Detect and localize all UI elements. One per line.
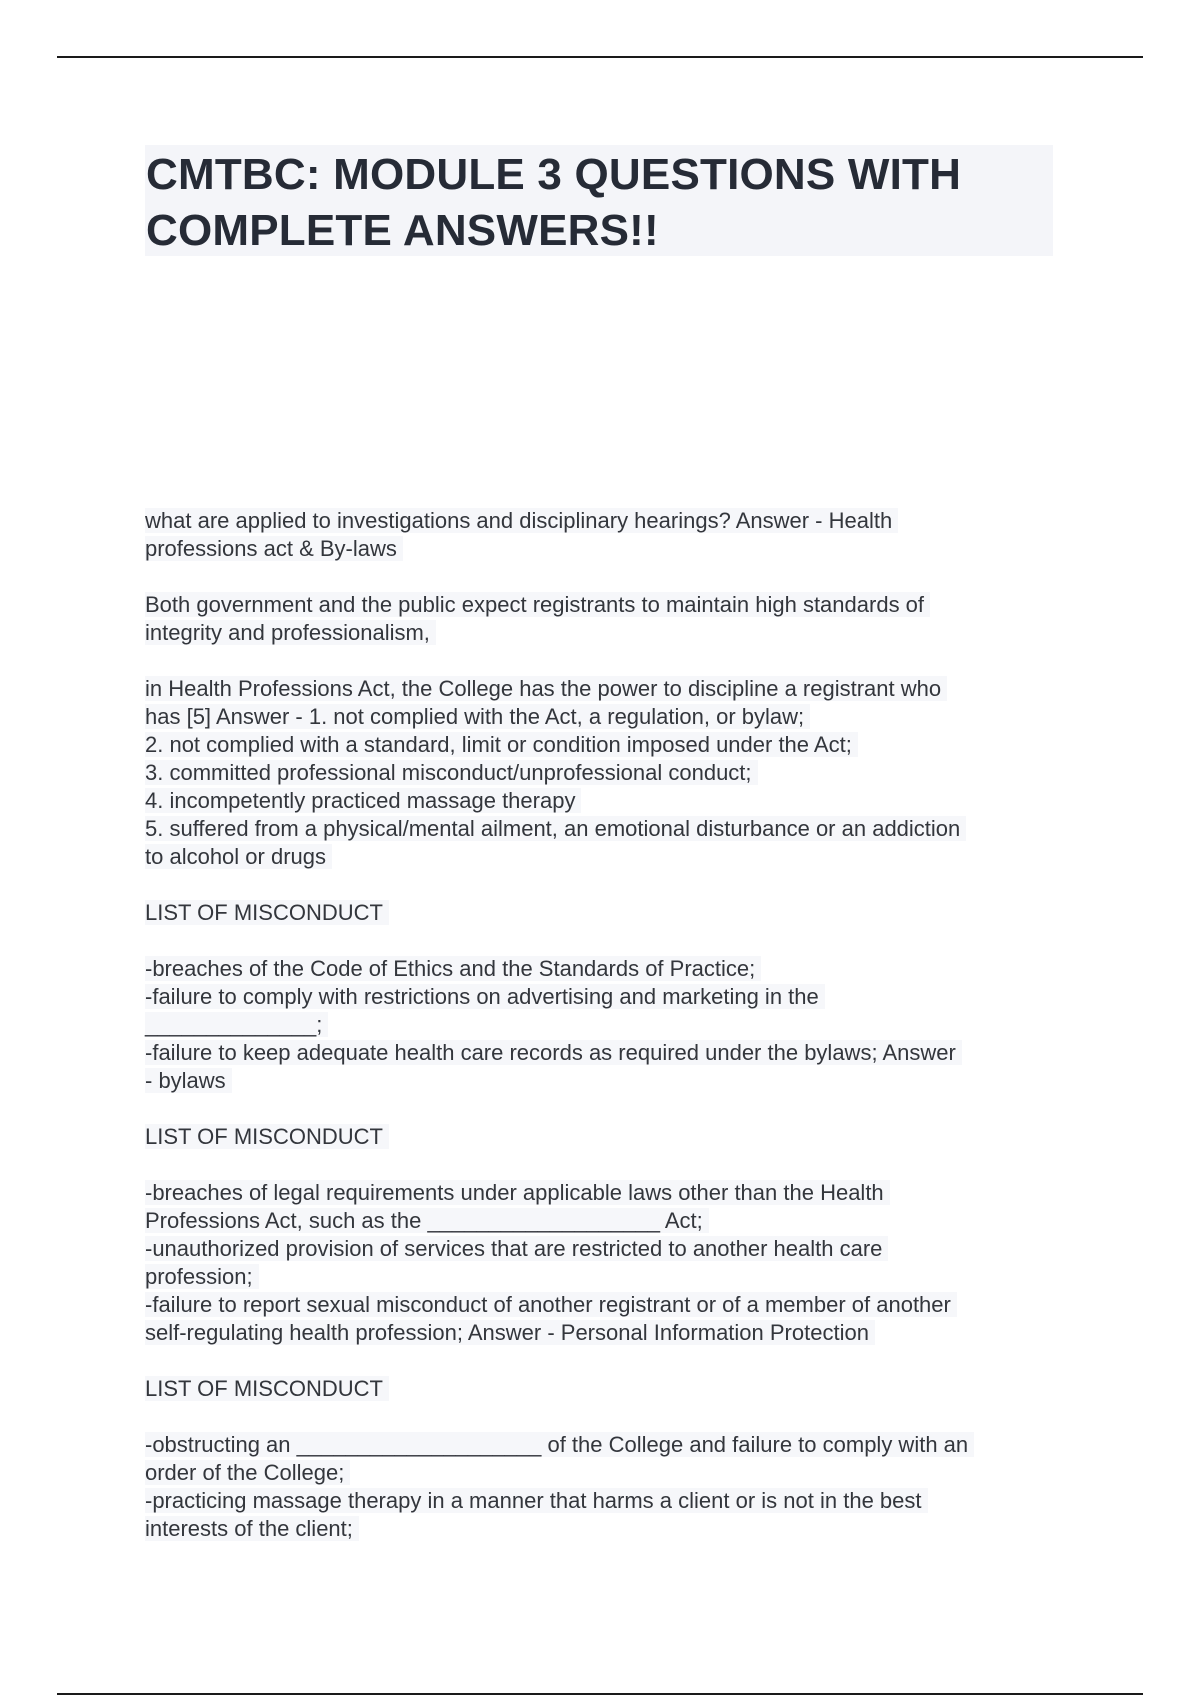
section-heading (145, 899, 1065, 927)
text-line: in Health Professions Act, the College has the power to discipline a registrant who (145, 675, 1065, 703)
text-line: professions act & By-laws (145, 535, 1065, 563)
text-line: to alcohol or drugs (145, 843, 1065, 871)
text-line: -breaches of legal requirements under applicable laws other than the Health (145, 1179, 1065, 1207)
text-line: what are applied to investigations and disciplinary hearings? Answer - Health (145, 507, 1065, 535)
text-line: LIST OF MISCONDUCT (145, 899, 1065, 927)
text-line: -breaches of the Code of Ethics and the Standards of Practice; (145, 955, 1065, 983)
text-line: 3. committed professional misconduct/unprofessional conduct; (145, 759, 1065, 787)
document-title (146, 147, 1066, 259)
text-line: -failure to comply with restrictions on advertising and marketing in the (145, 983, 1065, 1011)
title-line: COMPLETE ANSWERS!! (146, 206, 659, 255)
document-body (145, 507, 1065, 1571)
text-line: has [5] Answer - 1. not complied with the Act, a regulation, or bylaw; (145, 703, 1065, 731)
text-line: -obstructing an ____________________ of the College and failure to comply with an (145, 1431, 1065, 1459)
qa-block (145, 591, 1065, 647)
text-line: 2. not complied with a standard, limit or condition imposed under the Act; (145, 731, 1065, 759)
footer-rule (57, 1693, 1143, 1695)
text-line: integrity and professionalism, (145, 619, 1065, 647)
text-line: 4. incompetently practiced massage therapy (145, 787, 1065, 815)
text-line: - bylaws (145, 1067, 1065, 1095)
qa-block (145, 675, 1065, 871)
text-line: self-regulating health profession; Answer - Personal Information Protection (145, 1319, 1065, 1347)
text-line: -practicing massage therapy in a manner that harms a client or is not in the best (145, 1487, 1065, 1515)
section-heading (145, 1123, 1065, 1151)
qa-block (145, 955, 1065, 1095)
text-line: Both government and the public expect registrants to maintain high standards of (145, 591, 1065, 619)
text-line: LIST OF MISCONDUCT (145, 1123, 1065, 1151)
text-line: -failure to keep adequate health care records as required under the bylaws; Answer (145, 1039, 1065, 1067)
text-line: Professions Act, such as the ___________________ Act; (145, 1207, 1065, 1235)
text-line: ______________; (145, 1011, 1065, 1039)
title-line: CMTBC: MODULE 3 QUESTIONS WITH (146, 150, 962, 199)
text-line: profession; (145, 1263, 1065, 1291)
qa-block (145, 507, 1065, 563)
text-line: interests of the client; (145, 1515, 1065, 1543)
text-line: -failure to report sexual misconduct of another registrant or of a member of another (145, 1291, 1065, 1319)
text-line: 5. suffered from a physical/mental ailment, an emotional disturbance or an addiction (145, 815, 1065, 843)
section-heading (145, 1375, 1065, 1403)
text-line: -unauthorized provision of services that are restricted to another health care (145, 1235, 1065, 1263)
qa-block (145, 1179, 1065, 1347)
text-line: LIST OF MISCONDUCT (145, 1375, 1065, 1403)
qa-block (145, 1431, 1065, 1543)
text-line: order of the College; (145, 1459, 1065, 1487)
header-rule (57, 56, 1143, 58)
